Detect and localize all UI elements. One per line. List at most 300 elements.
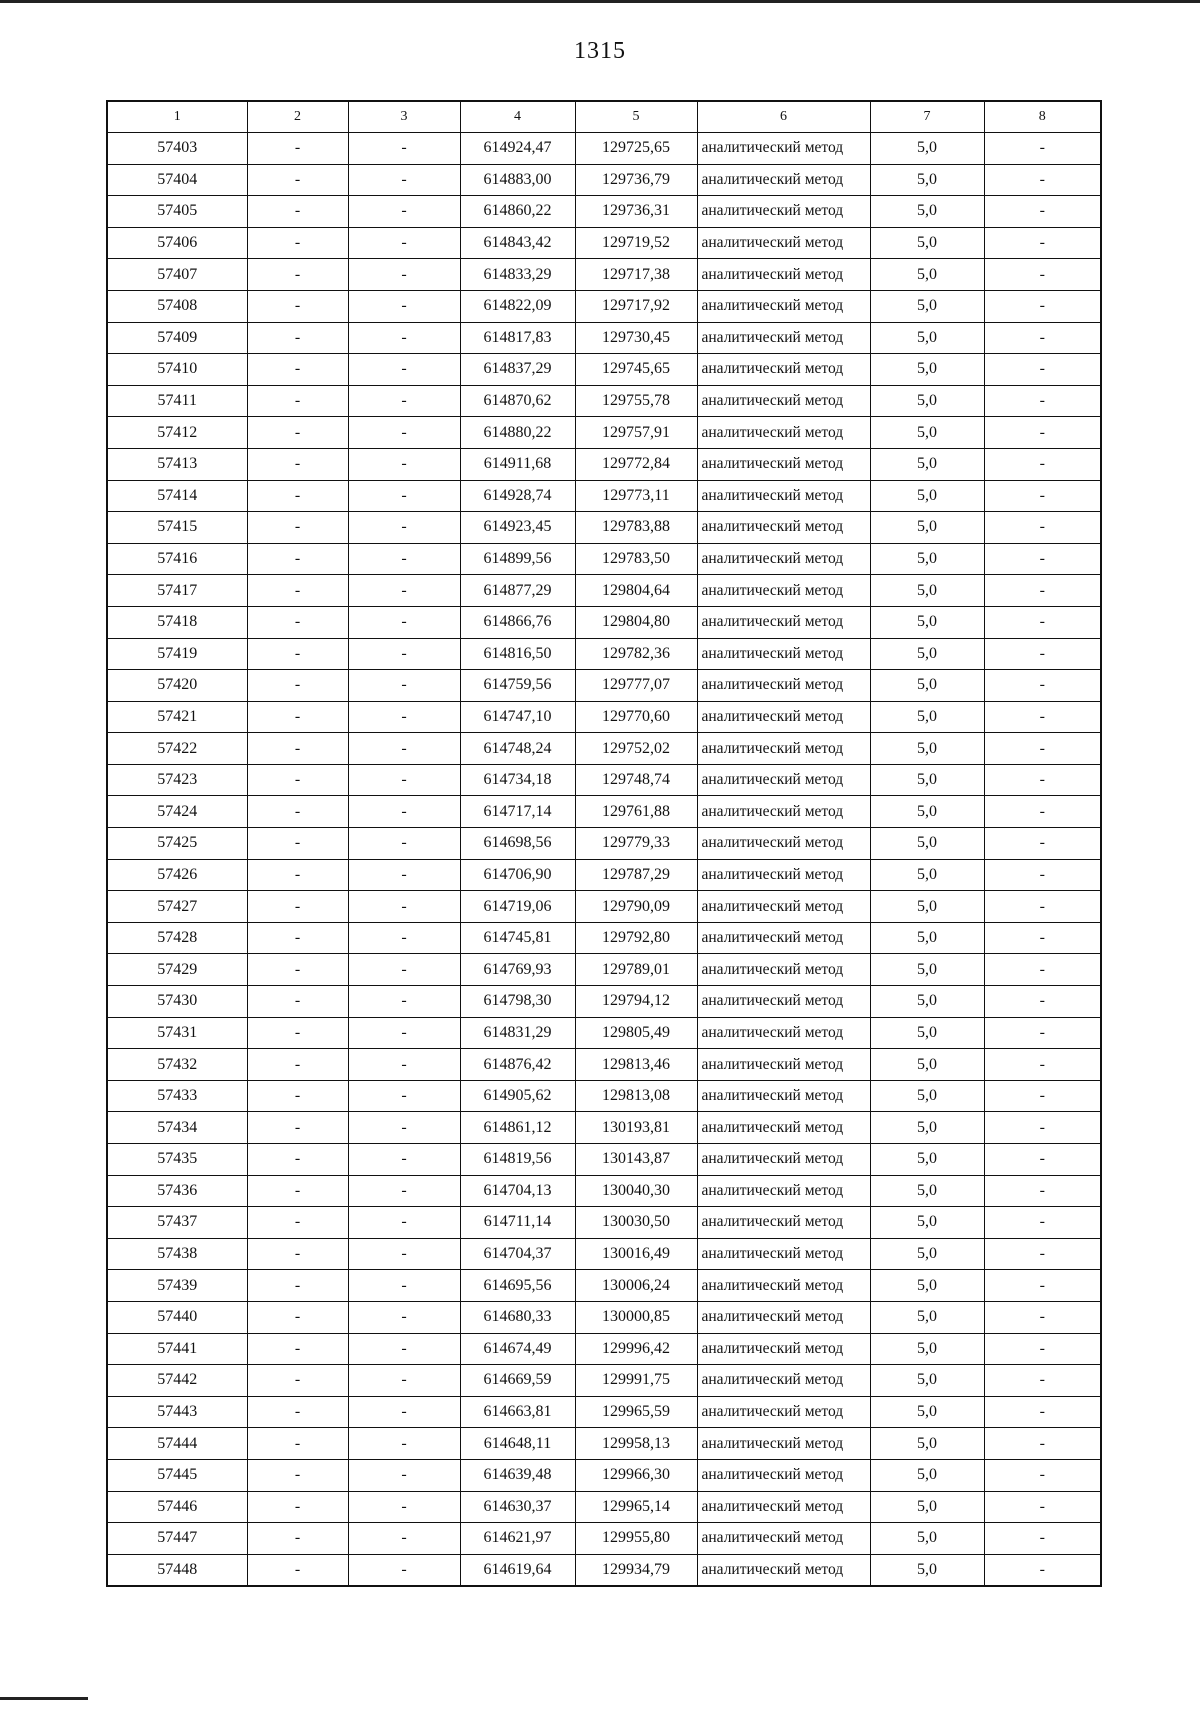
accuracy-cell: 5,0: [870, 1396, 984, 1428]
coordinate-y-cell: 129770,60: [575, 701, 697, 733]
accuracy-cell: 5,0: [870, 828, 984, 860]
point-number-cell: 57427: [107, 891, 247, 923]
accuracy-cell: 5,0: [870, 417, 984, 449]
coordinate-x-cell: 614663,81: [460, 1396, 575, 1428]
cell-col8: -: [984, 1175, 1101, 1207]
accuracy-cell: 5,0: [870, 1049, 984, 1081]
cell-col2: -: [247, 227, 348, 259]
cell-col3: -: [348, 1396, 460, 1428]
cell-col3: -: [348, 701, 460, 733]
point-number-cell: 57432: [107, 1049, 247, 1081]
coordinate-y-cell: 129805,49: [575, 1017, 697, 1049]
coordinate-y-cell: 129717,92: [575, 290, 697, 322]
cell-col8: -: [984, 512, 1101, 544]
coordinate-x-cell: 614630,37: [460, 1491, 575, 1523]
cell-col3: -: [348, 1365, 460, 1397]
coordinate-x-cell: 614695,56: [460, 1270, 575, 1302]
cell-col8: -: [984, 1207, 1101, 1239]
cell-col8: -: [984, 670, 1101, 702]
coordinate-x-cell: 614876,42: [460, 1049, 575, 1081]
cell-col8: -: [984, 543, 1101, 575]
cell-col3: -: [348, 1428, 460, 1460]
coordinate-y-cell: 129730,45: [575, 322, 697, 354]
point-number-cell: 57417: [107, 575, 247, 607]
cell-col2: -: [247, 575, 348, 607]
cell-col2: -: [247, 1523, 348, 1555]
cell-col3: -: [348, 133, 460, 165]
coordinate-x-cell: 614843,42: [460, 227, 575, 259]
cell-col8: -: [984, 196, 1101, 228]
method-cell: аналитический метод: [697, 575, 870, 607]
cell-col2: -: [247, 859, 348, 891]
coordinate-x-cell: 614704,37: [460, 1238, 575, 1270]
method-cell: аналитический метод: [697, 670, 870, 702]
coordinate-y-cell: 129757,91: [575, 417, 697, 449]
method-cell: аналитический метод: [697, 133, 870, 165]
coordinates-table: [106, 100, 1102, 1587]
accuracy-cell: 5,0: [870, 322, 984, 354]
bottom-border-mark: [0, 1697, 88, 1700]
point-number-cell: 57441: [107, 1333, 247, 1365]
coordinate-x-cell: 614880,22: [460, 417, 575, 449]
cell-col3: -: [348, 448, 460, 480]
point-number-cell: 57428: [107, 922, 247, 954]
coordinate-x-cell: 614674,49: [460, 1333, 575, 1365]
point-number-cell: 57408: [107, 290, 247, 322]
accuracy-cell: 5,0: [870, 259, 984, 291]
method-cell: аналитический метод: [697, 322, 870, 354]
cell-col3: -: [348, 290, 460, 322]
coordinate-x-cell: 614769,93: [460, 954, 575, 986]
method-cell: аналитический метод: [697, 164, 870, 196]
coordinate-x-cell: 614619,64: [460, 1554, 575, 1586]
method-cell: аналитический метод: [697, 1049, 870, 1081]
cell-col2: -: [247, 1207, 348, 1239]
coordinate-x-cell: 614621,97: [460, 1523, 575, 1555]
accuracy-cell: 5,0: [870, 1301, 984, 1333]
method-cell: аналитический метод: [697, 1175, 870, 1207]
method-cell: аналитический метод: [697, 796, 870, 828]
coordinate-x-cell: 614717,14: [460, 796, 575, 828]
cell-col2: -: [247, 290, 348, 322]
point-number-cell: 57418: [107, 606, 247, 638]
cell-col3: -: [348, 1491, 460, 1523]
page-number: 1315: [574, 38, 626, 64]
cell-col3: -: [348, 1238, 460, 1270]
cell-col3: -: [348, 1144, 460, 1176]
cell-col3: -: [348, 1017, 460, 1049]
cell-col8: -: [984, 385, 1101, 417]
coordinate-y-cell: 129790,09: [575, 891, 697, 923]
cell-col3: -: [348, 796, 460, 828]
point-number-cell: 57425: [107, 828, 247, 860]
cell-col8: -: [984, 733, 1101, 765]
cell-col2: -: [247, 891, 348, 923]
point-number-cell: 57437: [107, 1207, 247, 1239]
coordinate-x-cell: 614928,74: [460, 480, 575, 512]
coordinate-y-cell: 129996,42: [575, 1333, 697, 1365]
point-number-cell: 57430: [107, 986, 247, 1018]
cell-col2: -: [247, 796, 348, 828]
coordinate-y-cell: 129792,80: [575, 922, 697, 954]
point-number-cell: 57407: [107, 259, 247, 291]
coordinate-x-cell: 614745,81: [460, 922, 575, 954]
accuracy-cell: 5,0: [870, 1491, 984, 1523]
cell-col3: -: [348, 196, 460, 228]
method-cell: аналитический метод: [697, 1301, 870, 1333]
table-row: [107, 417, 1101, 449]
method-cell: аналитический метод: [697, 1491, 870, 1523]
cell-col8: -: [984, 1301, 1101, 1333]
coordinate-y-cell: 129748,74: [575, 764, 697, 796]
cell-col2: -: [247, 322, 348, 354]
point-number-cell: 57446: [107, 1491, 247, 1523]
coordinate-y-cell: 129965,14: [575, 1491, 697, 1523]
coordinate-y-cell: 129991,75: [575, 1365, 697, 1397]
cell-col3: -: [348, 764, 460, 796]
cell-col8: -: [984, 954, 1101, 986]
table-row: [107, 259, 1101, 291]
cell-col2: -: [247, 1554, 348, 1586]
cell-col2: -: [247, 1459, 348, 1491]
method-cell: аналитический метод: [697, 1428, 870, 1460]
cell-col2: -: [247, 638, 348, 670]
point-number-cell: 57411: [107, 385, 247, 417]
accuracy-cell: 5,0: [870, 1017, 984, 1049]
accuracy-cell: 5,0: [870, 227, 984, 259]
table-row: [107, 1080, 1101, 1112]
point-number-cell: 57419: [107, 638, 247, 670]
cell-col2: -: [247, 543, 348, 575]
cell-col2: -: [247, 512, 348, 544]
accuracy-cell: 5,0: [870, 1333, 984, 1365]
cell-col8: -: [984, 1049, 1101, 1081]
cell-col8: -: [984, 1491, 1101, 1523]
method-cell: аналитический метод: [697, 1112, 870, 1144]
cell-col8: -: [984, 1144, 1101, 1176]
accuracy-cell: 5,0: [870, 701, 984, 733]
cell-col8: -: [984, 606, 1101, 638]
coordinate-y-cell: 130040,30: [575, 1175, 697, 1207]
coordinate-y-cell: 129736,79: [575, 164, 697, 196]
accuracy-cell: 5,0: [870, 954, 984, 986]
coordinate-y-cell: 130000,85: [575, 1301, 697, 1333]
method-cell: аналитический метод: [697, 512, 870, 544]
cell-col3: -: [348, 670, 460, 702]
table-row: [107, 1144, 1101, 1176]
coordinate-x-cell: 614747,10: [460, 701, 575, 733]
cell-col3: -: [348, 1080, 460, 1112]
point-number-cell: 57438: [107, 1238, 247, 1270]
table-row: [107, 164, 1101, 196]
table-row: [107, 227, 1101, 259]
cell-col3: -: [348, 1175, 460, 1207]
column-header: 1: [107, 101, 247, 133]
point-number-cell: 57433: [107, 1080, 247, 1112]
method-cell: аналитический метод: [697, 480, 870, 512]
cell-col8: -: [984, 986, 1101, 1018]
coordinate-y-cell: 129717,38: [575, 259, 697, 291]
method-cell: аналитический метод: [697, 922, 870, 954]
cell-col8: -: [984, 1112, 1101, 1144]
coordinate-y-cell: 129965,59: [575, 1396, 697, 1428]
table-row: [107, 922, 1101, 954]
coordinate-y-cell: 129789,01: [575, 954, 697, 986]
coordinate-y-cell: 129782,36: [575, 638, 697, 670]
method-cell: аналитический метод: [697, 196, 870, 228]
table-row: [107, 701, 1101, 733]
coordinate-x-cell: 614648,11: [460, 1428, 575, 1460]
cell-col2: -: [247, 670, 348, 702]
method-cell: аналитический метод: [697, 259, 870, 291]
coordinate-y-cell: 129719,52: [575, 227, 697, 259]
table-row: [107, 859, 1101, 891]
cell-col3: -: [348, 859, 460, 891]
table-row: [107, 891, 1101, 923]
table-row: [107, 1017, 1101, 1049]
cell-col3: -: [348, 638, 460, 670]
method-cell: аналитический метод: [697, 986, 870, 1018]
point-number-cell: 57439: [107, 1270, 247, 1302]
cell-col2: -: [247, 828, 348, 860]
cell-col3: -: [348, 1112, 460, 1144]
cell-col3: -: [348, 1333, 460, 1365]
cell-col8: -: [984, 1270, 1101, 1302]
point-number-cell: 57422: [107, 733, 247, 765]
coordinate-y-cell: 129813,46: [575, 1049, 697, 1081]
cell-col8: -: [984, 1554, 1101, 1586]
table-row: [107, 448, 1101, 480]
point-number-cell: 57405: [107, 196, 247, 228]
table-row: [107, 1554, 1101, 1586]
method-cell: аналитический метод: [697, 954, 870, 986]
coordinate-x-cell: 614639,48: [460, 1459, 575, 1491]
accuracy-cell: 5,0: [870, 1112, 984, 1144]
cell-col8: -: [984, 1523, 1101, 1555]
coordinate-y-cell: 129958,13: [575, 1428, 697, 1460]
accuracy-cell: 5,0: [870, 1270, 984, 1302]
point-number-cell: 57421: [107, 701, 247, 733]
cell-col3: -: [348, 512, 460, 544]
accuracy-cell: 5,0: [870, 196, 984, 228]
cell-col3: -: [348, 954, 460, 986]
table-row: [107, 764, 1101, 796]
table-row: [107, 1428, 1101, 1460]
cell-col8: -: [984, 164, 1101, 196]
table-row: [107, 954, 1101, 986]
coordinate-x-cell: 614822,09: [460, 290, 575, 322]
coordinate-x-cell: 614877,29: [460, 575, 575, 607]
method-cell: аналитический метод: [697, 1270, 870, 1302]
coordinate-x-cell: 614680,33: [460, 1301, 575, 1333]
coordinate-y-cell: 130006,24: [575, 1270, 697, 1302]
point-number-cell: 57444: [107, 1428, 247, 1460]
table-row: [107, 1270, 1101, 1302]
cell-col2: -: [247, 1017, 348, 1049]
coordinate-x-cell: 614870,62: [460, 385, 575, 417]
cell-col8: -: [984, 796, 1101, 828]
cell-col3: -: [348, 1207, 460, 1239]
cell-col8: -: [984, 133, 1101, 165]
method-cell: аналитический метод: [697, 385, 870, 417]
method-cell: аналитический метод: [697, 1523, 870, 1555]
accuracy-cell: 5,0: [870, 133, 984, 165]
coordinate-x-cell: 614798,30: [460, 986, 575, 1018]
method-cell: аналитический метод: [697, 1207, 870, 1239]
point-number-cell: 57436: [107, 1175, 247, 1207]
cell-col3: -: [348, 322, 460, 354]
coordinate-x-cell: 614711,14: [460, 1207, 575, 1239]
accuracy-cell: 5,0: [870, 1175, 984, 1207]
point-number-cell: 57434: [107, 1112, 247, 1144]
table-row: [107, 670, 1101, 702]
method-cell: аналитический метод: [697, 1080, 870, 1112]
cell-col3: -: [348, 227, 460, 259]
table-row: [107, 1175, 1101, 1207]
coordinate-y-cell: 129725,65: [575, 133, 697, 165]
point-number-cell: 57440: [107, 1301, 247, 1333]
accuracy-cell: 5,0: [870, 575, 984, 607]
table-row: [107, 796, 1101, 828]
cell-col2: -: [247, 1175, 348, 1207]
accuracy-cell: 5,0: [870, 543, 984, 575]
cell-col2: -: [247, 1365, 348, 1397]
coordinate-y-cell: 129783,50: [575, 543, 697, 575]
coordinate-x-cell: 614704,13: [460, 1175, 575, 1207]
coordinate-y-cell: 129755,78: [575, 385, 697, 417]
cell-col2: -: [247, 1428, 348, 1460]
accuracy-cell: 5,0: [870, 448, 984, 480]
top-border-line: [0, 0, 1200, 3]
point-number-cell: 57443: [107, 1396, 247, 1428]
table-row: [107, 543, 1101, 575]
point-number-cell: 57410: [107, 354, 247, 386]
cell-col3: -: [348, 1459, 460, 1491]
method-cell: аналитический метод: [697, 1333, 870, 1365]
coordinate-x-cell: 614819,56: [460, 1144, 575, 1176]
cell-col3: -: [348, 828, 460, 860]
coordinate-x-cell: 614899,56: [460, 543, 575, 575]
cell-col3: -: [348, 543, 460, 575]
cell-col2: -: [247, 354, 348, 386]
accuracy-cell: 5,0: [870, 1554, 984, 1586]
cell-col3: -: [348, 164, 460, 196]
coordinate-y-cell: 129955,80: [575, 1523, 697, 1555]
coordinate-x-cell: 614706,90: [460, 859, 575, 891]
cell-col8: -: [984, 417, 1101, 449]
coordinate-y-cell: 130193,81: [575, 1112, 697, 1144]
coordinate-x-cell: 614816,50: [460, 638, 575, 670]
cell-col3: -: [348, 575, 460, 607]
cell-col8: -: [984, 764, 1101, 796]
coordinate-x-cell: 614911,68: [460, 448, 575, 480]
method-cell: аналитический метод: [697, 733, 870, 765]
coordinate-x-cell: 614860,22: [460, 196, 575, 228]
cell-col2: -: [247, 1396, 348, 1428]
table-row: [107, 354, 1101, 386]
table-row: [107, 1301, 1101, 1333]
coordinate-x-cell: 614833,29: [460, 259, 575, 291]
coordinate-y-cell: 129787,29: [575, 859, 697, 891]
coordinate-x-cell: 614734,18: [460, 764, 575, 796]
cell-col8: -: [984, 575, 1101, 607]
method-cell: аналитический метод: [697, 354, 870, 386]
point-number-cell: 57413: [107, 448, 247, 480]
table-row: [107, 1523, 1101, 1555]
cell-col3: -: [348, 354, 460, 386]
method-cell: аналитический метод: [697, 227, 870, 259]
accuracy-cell: 5,0: [870, 1523, 984, 1555]
coordinate-x-cell: 614831,29: [460, 1017, 575, 1049]
cell-col8: -: [984, 1396, 1101, 1428]
column-header: 5: [575, 101, 697, 133]
coordinate-x-cell: 614669,59: [460, 1365, 575, 1397]
cell-col2: -: [247, 196, 348, 228]
point-number-cell: 57420: [107, 670, 247, 702]
table-row: [107, 322, 1101, 354]
point-number-cell: 57426: [107, 859, 247, 891]
cell-col8: -: [984, 1428, 1101, 1460]
table-row: [107, 512, 1101, 544]
cell-col8: -: [984, 1459, 1101, 1491]
accuracy-cell: 5,0: [870, 480, 984, 512]
table-row: [107, 1333, 1101, 1365]
coordinate-y-cell: 130143,87: [575, 1144, 697, 1176]
cell-col8: -: [984, 1017, 1101, 1049]
point-number-cell: 57435: [107, 1144, 247, 1176]
coordinate-y-cell: 129772,84: [575, 448, 697, 480]
cell-col3: -: [348, 986, 460, 1018]
accuracy-cell: 5,0: [870, 1459, 984, 1491]
cell-col8: -: [984, 448, 1101, 480]
point-number-cell: 57414: [107, 480, 247, 512]
cell-col2: -: [247, 922, 348, 954]
cell-col2: -: [247, 1144, 348, 1176]
table-body: [107, 133, 1101, 1587]
point-number-cell: 57448: [107, 1554, 247, 1586]
point-number-cell: 57445: [107, 1459, 247, 1491]
accuracy-cell: 5,0: [870, 670, 984, 702]
table-row: [107, 986, 1101, 1018]
cell-col2: -: [247, 448, 348, 480]
table-row: [107, 606, 1101, 638]
coordinate-y-cell: 129804,80: [575, 606, 697, 638]
point-number-cell: 57404: [107, 164, 247, 196]
cell-col2: -: [247, 1301, 348, 1333]
method-cell: аналитический метод: [697, 1017, 870, 1049]
cell-col8: -: [984, 922, 1101, 954]
coordinate-y-cell: 129736,31: [575, 196, 697, 228]
coordinate-y-cell: 129752,02: [575, 733, 697, 765]
accuracy-cell: 5,0: [870, 638, 984, 670]
accuracy-cell: 5,0: [870, 796, 984, 828]
accuracy-cell: 5,0: [870, 1207, 984, 1239]
table-row: [107, 1396, 1101, 1428]
cell-col8: -: [984, 1238, 1101, 1270]
table-row: [107, 638, 1101, 670]
accuracy-cell: 5,0: [870, 164, 984, 196]
table-row: [107, 1112, 1101, 1144]
coordinate-y-cell: 129779,33: [575, 828, 697, 860]
point-number-cell: 57423: [107, 764, 247, 796]
coordinate-x-cell: 614924,47: [460, 133, 575, 165]
coordinate-y-cell: 129813,08: [575, 1080, 697, 1112]
point-number-cell: 57403: [107, 133, 247, 165]
cell-col8: -: [984, 322, 1101, 354]
cell-col8: -: [984, 1365, 1101, 1397]
cell-col8: -: [984, 290, 1101, 322]
cell-col3: -: [348, 417, 460, 449]
